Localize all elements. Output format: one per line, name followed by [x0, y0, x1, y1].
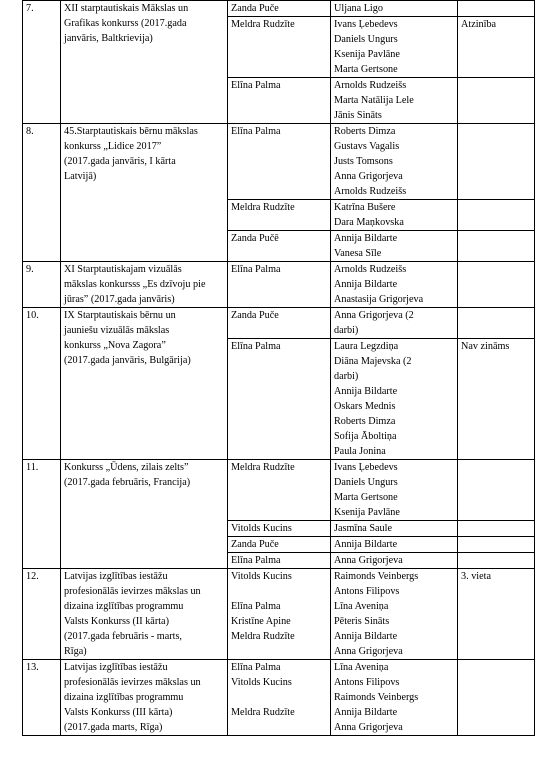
- students-cell: Arnolds Rudzeišs Annija Bildarte Anastasija Grigorjeva: [331, 262, 458, 308]
- event-cell: Latvijas izglītības iestāžu profesionālās ievirzes mākslas un dizaina izglītības programmu Valsts Konkurss (II kārta) (2017.gada februāris - marts, Rīga): [61, 569, 228, 660]
- teacher-cell: Zanda Puče: [228, 537, 331, 553]
- teacher-cell: Elīna Palma: [228, 339, 331, 460]
- row-number-cell: 8.: [23, 124, 61, 262]
- teacher-cell: Elīna Palma: [228, 78, 331, 124]
- competitions-table-body: [23, 1, 535, 736]
- students-cell: Anna Grigorjeva: [331, 553, 458, 569]
- event-cell: Latvijas izglītības iestāžu profesionālās ievirzes mākslas un dizaina izglītības programmu Valsts Konkurss (III kārta) (2017.gada marts, Rīga): [61, 660, 228, 736]
- result-cell: [458, 308, 535, 339]
- students-cell: Līna Aveniņa Antons Filipovs Raimonds Veinbergs Annija Bildarte Anna Grigorjeva: [331, 660, 458, 736]
- table-row: [23, 308, 535, 339]
- teacher-cell: Vitolds Kucins: [228, 521, 331, 537]
- row-number-cell: 13.: [23, 660, 61, 736]
- row-number-cell: 9.: [23, 262, 61, 308]
- teacher-cell: Elīna Palma: [228, 124, 331, 200]
- teacher-cell: Zanda Puče: [228, 308, 331, 339]
- students-cell: Ivans Ļebedevs Daniels Ungurs Ksenija Pavlāne Marta Gertsone: [331, 17, 458, 78]
- teacher-cell: Meldra Rudzīte: [228, 460, 331, 521]
- teacher-cell: Vitolds Kucins Elīna Palma Kristīne Apine Meldra Rudzīte: [228, 569, 331, 660]
- row-number-cell: 10.: [23, 308, 61, 460]
- students-cell: Laura Legzdiņa Diāna Majevska (2 darbi) Annija Bildarte Oskars Mednis Roberts Dimza Sofija Āboltiņa Paula Jonina: [331, 339, 458, 460]
- students-cell: Raimonds Veinbergs Antons Filipovs Līna Aveniņa Pēteris Sināts Annija Bildarte Anna Grigorjeva: [331, 569, 458, 660]
- students-cell: Annija Bildarte Vanesa Sīle: [331, 231, 458, 262]
- table-row: [23, 569, 535, 660]
- result-cell: Nav zināms: [458, 339, 535, 460]
- teacher-cell: Meldra Rudzīte: [228, 200, 331, 231]
- teacher-cell: Meldra Rudzīte: [228, 17, 331, 78]
- result-cell: Atzinība: [458, 17, 535, 78]
- students-cell: Arnolds Rudzeišs Marta Natālija Lele Jānis Sināts: [331, 78, 458, 124]
- table-row: [23, 262, 535, 308]
- students-cell: Anna Grigorjeva (2 darbi): [331, 308, 458, 339]
- result-cell: [458, 660, 535, 736]
- result-cell: [458, 262, 535, 308]
- result-cell: 3. vieta: [458, 569, 535, 660]
- teacher-cell: Elīna Palma: [228, 553, 331, 569]
- event-cell: IX Starptautiskais bērnu un jauniešu vizuālās mākslas konkurss „Nova Zagora” (2017.gada janvāris, Bulgārija): [61, 308, 228, 460]
- table-row: [23, 660, 535, 736]
- row-number-cell: 7.: [23, 1, 61, 124]
- students-cell: Uljana Ligo: [331, 1, 458, 17]
- result-cell: [458, 78, 535, 124]
- students-cell: Jasmīna Saule: [331, 521, 458, 537]
- teacher-cell: Zanda Puče: [228, 1, 331, 17]
- event-cell: Konkurss „Ūdens, zilais zelts” (2017.gada februāris, Francija): [61, 460, 228, 569]
- competitions-table: [22, 0, 535, 736]
- result-cell: [458, 537, 535, 553]
- students-cell: Annija Bildarte: [331, 537, 458, 553]
- table-row: [23, 1, 535, 17]
- students-cell: Ivans Ļebedevs Daniels Ungurs Marta Gertsone Ksenija Pavlāne: [331, 460, 458, 521]
- table-row: [23, 124, 535, 200]
- row-number-cell: 12.: [23, 569, 61, 660]
- teacher-cell: Elīna Palma: [228, 262, 331, 308]
- result-cell: [458, 553, 535, 569]
- teacher-cell: Zanda Pučē: [228, 231, 331, 262]
- result-cell: [458, 521, 535, 537]
- result-cell: [458, 124, 535, 200]
- row-number-cell: 11.: [23, 460, 61, 569]
- event-cell: 45.Starptautiskais bērnu mākslas konkurss „Lidice 2017” (2017.gada janvāris, I kārta Latvijā): [61, 124, 228, 262]
- event-cell: XII starptautiskais Mākslas un Grafikas konkurss (2017.gada janvāris, Baltkrievija): [61, 1, 228, 124]
- result-cell: [458, 460, 535, 521]
- event-cell: XI Starptautiskajam vizuālās mākslas konkursss „Es dzīvoju pie jūras” (2017.gada janvāris): [61, 262, 228, 308]
- teacher-cell: Elīna Palma Vitolds Kucins Meldra Rudzīte: [228, 660, 331, 736]
- result-cell: [458, 1, 535, 17]
- result-cell: [458, 200, 535, 231]
- table-row: [23, 460, 535, 521]
- result-cell: [458, 231, 535, 262]
- students-cell: Katrīna Bušere Dara Maņkovska: [331, 200, 458, 231]
- students-cell: Roberts Dimza Gustavs Vagalis Justs Tomsons Anna Grigorjeva Arnolds Rudzeišs: [331, 124, 458, 200]
